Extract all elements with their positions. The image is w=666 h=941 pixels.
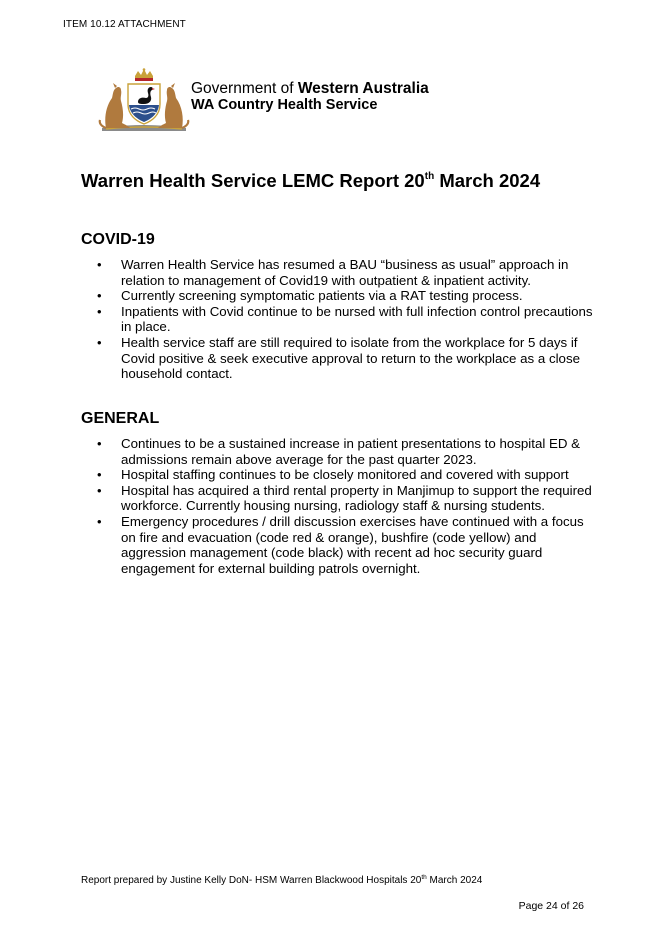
bullet-icon: • [97,467,102,483]
organisation-state: Western Australia [297,80,429,97]
bullet-icon: • [97,334,102,350]
general-heading: GENERAL [81,410,160,427]
bullet-icon: • [97,303,102,319]
general-bullet-list [81,436,601,576]
bullet-icon: • [97,288,102,304]
list-item [81,257,601,288]
covid-bullet-list [81,257,601,382]
report-title-superscript: th [424,171,435,182]
organisation-name [191,80,429,114]
list-item [81,467,601,483]
general-section [81,410,601,576]
prepared-by-note [81,875,482,886]
organisation-line-1 [191,80,429,97]
bullet-icon: • [97,436,102,451]
report-title [81,170,540,192]
attachment-label: ITEM 10.12 ATTACHMENT [63,19,186,30]
list-item-text: Emergency procedures / drill discussion exercises have continued with a focus on fire and evacuation (code red & orange), bushfire (code yellow) and aggression management (code black) with recent ad hoc security guard engagement for external building patrols overnight. [121,513,584,576]
list-item [81,288,601,304]
list-item-text: Currently screening symptomatic patients via a RAT testing process. [121,288,523,304]
report-title-tail: March 2024 [434,170,541,191]
list-item [81,436,601,467]
list-item-text: Continues to be a sustained increase in patient presentations to hospital ED & admissions remain above average for the past quarter 2023. [121,436,581,467]
list-item-text: Warren Health Service has resumed a BAU “business as usual” approach in relation to management of Covid19 with outpatient & inpatient activity. [121,257,569,288]
government-logo [98,68,458,134]
prepared-by-tail: March 2024 [426,875,483,886]
bullet-icon: • [97,482,102,498]
covid-heading: COVID-19 [81,231,155,248]
list-item [81,514,601,576]
report-title-main: Warren Health Service LEMC Report 20 [81,170,425,191]
list-item-text: Health service staff are still required to isolate from the workplace for 5 days if Covid positive & seek executive approval to return to the workplace as a close household contact. [121,334,580,382]
list-item [81,335,601,382]
list-item [81,304,601,335]
list-item-text: Hospital staffing continues to be closely monitored and covered with support [121,467,569,483]
covid-section [81,231,601,382]
coat-of-arms-icon [98,68,190,134]
page-number: Page 24 of 26 [518,900,584,912]
list-item [81,483,601,514]
prepared-by-superscript: th [421,874,427,881]
list-item-text: Inpatients with Covid continue to be nursed with full infection control precautions in place. [121,303,593,335]
list-item-text: Hospital has acquired a third rental property in Manjimup to support the required workforce. Currently housing nursing, radiology staff & nursing students. [121,482,592,514]
bullet-icon: • [97,513,102,529]
prepared-by-main: Report prepared by Justine Kelly DoN- HSM Warren Blackwood Hospitals 20 [81,875,422,886]
organisation-prefix: Government of [191,80,298,97]
bullet-icon: • [97,257,102,272]
organisation-line-2: WA Country Health Service [191,97,378,113]
